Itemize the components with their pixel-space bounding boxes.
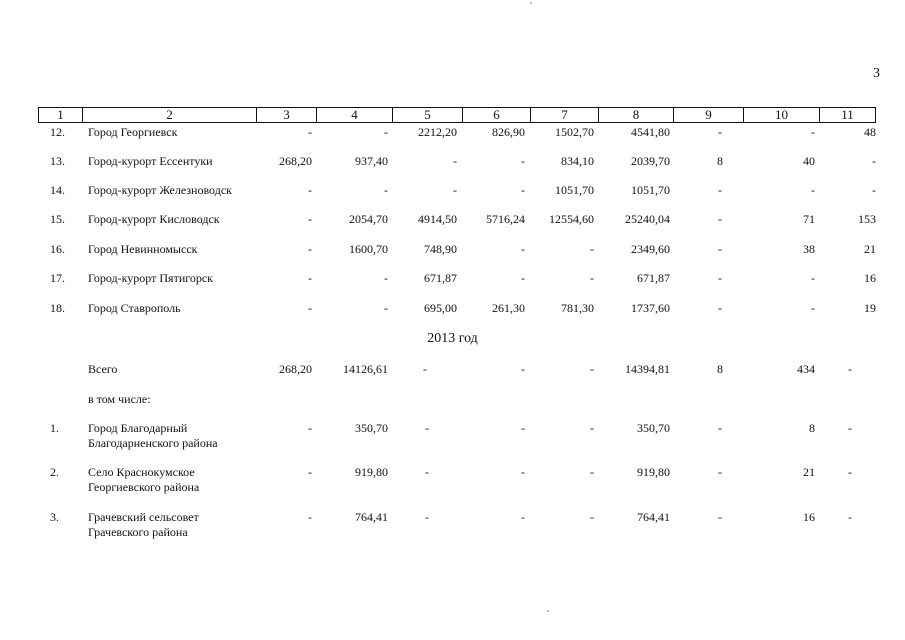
row-name: Город Ставрополь bbox=[88, 301, 181, 315]
page-number: 3 bbox=[873, 66, 880, 81]
cell-col-3: - bbox=[308, 242, 312, 256]
cell-col-9: - bbox=[718, 421, 722, 435]
cell-col-7: - bbox=[590, 421, 594, 435]
cell-col-4: 1600,70 bbox=[349, 242, 388, 256]
cell-col-3: - bbox=[308, 212, 312, 226]
cell-col-10: 434 bbox=[797, 362, 815, 376]
row-index: 15. bbox=[50, 212, 65, 226]
cell-col-10: 71 bbox=[803, 212, 815, 226]
cell-col-5: - bbox=[425, 421, 429, 435]
cell-col-3: - bbox=[308, 465, 312, 479]
header-col-9: 9 bbox=[674, 108, 744, 123]
row-name: Город-курорт Ессентуки bbox=[88, 154, 213, 168]
cell-col-4: - bbox=[384, 183, 388, 197]
cell-col-3: - bbox=[308, 125, 312, 139]
cell-col-5: 695,00 bbox=[424, 301, 457, 315]
cell-col-5: - bbox=[425, 510, 429, 524]
cell-col-6: 5716,24 bbox=[486, 212, 525, 226]
cell-col-9: 8 bbox=[717, 154, 723, 168]
cell-col-10: - bbox=[811, 125, 815, 139]
row-index: 14. bbox=[50, 183, 65, 197]
cell-col-4: 350,70 bbox=[355, 421, 388, 435]
row-index: 12. bbox=[50, 125, 65, 139]
cell-col-11: - bbox=[848, 465, 852, 479]
cell-col-4: 14126,61 bbox=[343, 362, 388, 376]
cell-col-6: 261,30 bbox=[492, 301, 525, 315]
row-index: 18. bbox=[50, 301, 65, 315]
cell-col-10: 38 bbox=[803, 242, 815, 256]
column-number-header bbox=[38, 107, 876, 123]
cell-col-5: 4914,50 bbox=[418, 212, 457, 226]
cell-col-8: 2349,60 bbox=[631, 242, 670, 256]
row-name: Всего bbox=[88, 362, 118, 376]
cell-col-5: 2212,20 bbox=[418, 125, 457, 139]
cell-col-6: - bbox=[521, 183, 525, 197]
cell-col-6: - bbox=[521, 154, 525, 168]
cell-col-7: - bbox=[590, 510, 594, 524]
cell-col-9: - bbox=[718, 242, 722, 256]
cell-col-7: 781,30 bbox=[561, 301, 594, 315]
cell-col-7: - bbox=[590, 362, 594, 376]
cell-col-9: - bbox=[718, 212, 722, 226]
cell-col-11: - bbox=[872, 154, 876, 168]
header-col-1: 1 bbox=[39, 108, 83, 123]
row-name: Город Благодарный Благодарненского района bbox=[88, 421, 218, 450]
cell-col-11: - bbox=[872, 183, 876, 197]
cell-col-11: 21 bbox=[864, 242, 876, 256]
cell-col-10: 21 bbox=[803, 465, 815, 479]
header-col-2: 2 bbox=[83, 108, 257, 123]
cell-col-5: - bbox=[453, 183, 457, 197]
cell-col-8: 764,41 bbox=[637, 510, 670, 524]
cell-col-3: - bbox=[308, 421, 312, 435]
cell-col-7: - bbox=[590, 465, 594, 479]
cell-col-11: - bbox=[848, 510, 852, 524]
cell-col-11: - bbox=[848, 421, 852, 435]
cell-col-3: - bbox=[308, 183, 312, 197]
cell-col-4: - bbox=[384, 125, 388, 139]
cell-col-11: 153 bbox=[858, 212, 876, 226]
cell-col-10: 8 bbox=[809, 421, 815, 435]
cell-col-11: - bbox=[848, 362, 852, 376]
cell-col-4: - bbox=[384, 301, 388, 315]
row-name: Город Невинномысск bbox=[88, 242, 198, 256]
cell-col-10: - bbox=[811, 271, 815, 285]
cell-col-11: 48 bbox=[864, 125, 876, 139]
cell-col-7: 1051,70 bbox=[555, 183, 594, 197]
cell-col-7: - bbox=[590, 242, 594, 256]
cell-col-7: 834,10 bbox=[561, 154, 594, 168]
cell-col-8: 1737,60 bbox=[631, 301, 670, 315]
cell-col-8: 671,87 bbox=[637, 271, 670, 285]
cell-col-10: 40 bbox=[803, 154, 815, 168]
cell-col-8: 2039,70 bbox=[631, 154, 670, 168]
cell-col-11: 16 bbox=[864, 271, 876, 285]
cell-col-10: - bbox=[811, 301, 815, 315]
cell-col-5: - bbox=[453, 154, 457, 168]
header-col-8: 8 bbox=[599, 108, 674, 123]
row-index: 13. bbox=[50, 154, 65, 168]
header-col-6: 6 bbox=[463, 108, 531, 123]
row-index: 3. bbox=[50, 510, 59, 524]
cell-col-6: - bbox=[521, 510, 525, 524]
including-label: в том числе: bbox=[88, 392, 151, 406]
cell-col-6: - bbox=[521, 465, 525, 479]
header-col-3: 3 bbox=[257, 108, 317, 123]
header-col-4: 4 bbox=[317, 108, 393, 123]
cell-col-8: 350,70 bbox=[637, 421, 670, 435]
cell-col-3: - bbox=[308, 510, 312, 524]
cell-col-9: - bbox=[718, 301, 722, 315]
cell-col-6: - bbox=[521, 362, 525, 376]
row-index: 1. bbox=[50, 421, 59, 435]
header-col-11: 11 bbox=[820, 108, 876, 123]
cell-col-7: - bbox=[590, 271, 594, 285]
cell-col-4: - bbox=[384, 271, 388, 285]
cell-col-7: 12554,60 bbox=[549, 212, 594, 226]
cell-col-9: - bbox=[718, 125, 722, 139]
cell-col-6: - bbox=[521, 242, 525, 256]
row-name: Грачевский сельсовет Грачевского района bbox=[88, 510, 199, 539]
cell-col-5: 671,87 bbox=[424, 271, 457, 285]
header-col-5: 5 bbox=[393, 108, 463, 123]
cell-col-4: 937,40 bbox=[355, 154, 388, 168]
cell-col-9: - bbox=[718, 271, 722, 285]
cell-col-9: 8 bbox=[717, 362, 723, 376]
cell-col-5: 748,90 bbox=[424, 242, 457, 256]
cell-col-8: 14394,81 bbox=[625, 362, 670, 376]
cell-col-6: - bbox=[521, 271, 525, 285]
cell-col-4: 2054,70 bbox=[349, 212, 388, 226]
cell-col-10: 16 bbox=[803, 510, 815, 524]
row-index: 2. bbox=[50, 465, 59, 479]
cell-col-4: 919,80 bbox=[355, 465, 388, 479]
cell-col-8: 919,80 bbox=[637, 465, 670, 479]
cell-col-3: 268,20 bbox=[279, 362, 312, 376]
row-name: Село Краснокумское Георгиевского района bbox=[88, 465, 200, 494]
row-index: 16. bbox=[50, 242, 65, 256]
cell-col-8: 1051,70 bbox=[631, 183, 670, 197]
cell-col-9: - bbox=[718, 510, 722, 524]
cell-col-6: - bbox=[521, 421, 525, 435]
row-name: Город Георгиевск bbox=[88, 125, 178, 139]
scan-speck bbox=[530, 2, 532, 4]
row-name: Город-курорт Железноводск bbox=[88, 183, 232, 197]
cell-col-11: 19 bbox=[864, 301, 876, 315]
cell-col-9: - bbox=[718, 183, 722, 197]
header-col-7: 7 bbox=[531, 108, 599, 123]
cell-col-9: - bbox=[718, 465, 722, 479]
cell-col-4: 764,41 bbox=[355, 510, 388, 524]
cell-col-3: - bbox=[308, 271, 312, 285]
cell-col-8: 25240,04 bbox=[625, 212, 670, 226]
header-col-10: 10 bbox=[744, 108, 820, 123]
row-name: Город-курорт Кисловодск bbox=[88, 212, 220, 226]
cell-col-3: 268,20 bbox=[279, 154, 312, 168]
cell-col-8: 4541,80 bbox=[631, 125, 670, 139]
cell-col-10: - bbox=[811, 183, 815, 197]
cell-col-5: - bbox=[423, 362, 427, 376]
scan-speck bbox=[547, 610, 549, 612]
cell-col-3: - bbox=[308, 301, 312, 315]
row-name: Город-курорт Пятигорск bbox=[88, 271, 214, 285]
row-index: 17. bbox=[50, 271, 65, 285]
cell-col-7: 1502,70 bbox=[555, 125, 594, 139]
cell-col-5: - bbox=[425, 465, 429, 479]
year-heading: 2013 год bbox=[427, 331, 478, 346]
cell-col-6: 826,90 bbox=[492, 125, 525, 139]
